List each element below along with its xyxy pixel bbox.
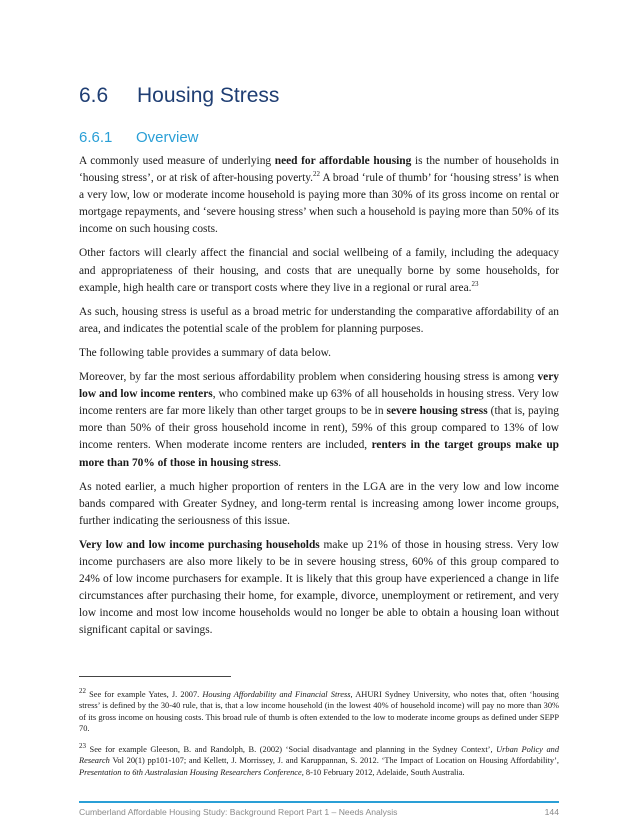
footer-rule [79, 801, 559, 803]
bold-phrase: Very low and low income purchasing households [79, 538, 320, 551]
footnote-22: $^{22}$ See for example Yates, J. 2007. Housing Affordability and Financial Stress, AHURI Sydney University, who notes that, often ‘housing stress’ is defined by the 30-40 rule, that is, that a low income household (in the lowest 40% of household income) will pay no more than 30% of its gross income on housing costs. This broad rule of thumb is often extended to the low to moderate income groups as defined under SEPP 70. [79, 687, 559, 734]
footnote-ref-23[interactable]: 23 [471, 279, 479, 288]
paragraph-7: Very low and low income purchasing households make up 21% of those in housing stress. Very low income purchasers are also more likely to be in severe housing stress, 60% of this group compared to 24% of low income purchasers for example. It is likely that this group have experienced a change in life circumstances after purchasing their home, for example, divorce, unemployment or retirement, and very low income and most low income households would no longer be able to obtain a housing loan without significant capital or savings. [79, 538, 559, 637]
paragraph-1: A commonly used measure of underlying need for affordable housing is the number of households in ‘housing stress’, or at risk of after-housing poverty.$^{22}$ A broad ‘rule of thumb’ for ‘housing stress’ is when a very low, low or moderate income household is paying more than 30% of its gross income on rental or mortgage repayments, and ‘severe housing stress’ when such a household is paying more than 50% of its income on such housing costs. [79, 155, 559, 236]
subsection-heading [79, 129, 199, 146]
bold-phrase: severe housing stress [386, 405, 488, 418]
paragraph-2: Other factors will clearly affect the financial and social wellbeing of a family, including the adequacy and appropriateness of their housing, and costs that are unequally borne by some households, for example, high health care or transport costs where they live in a regional or rural area.$^{23}$ [79, 247, 559, 294]
italic-title: Urban Policy and Research [79, 745, 560, 766]
footnote-ref-22[interactable]: 22 [313, 170, 321, 179]
paragraph-4: The following table provides a summary of data below. [79, 346, 332, 359]
subsection-number: 6.6.1 [79, 129, 113, 146]
paragraph-5: Moreover, by far the most serious affordability problem when considering housing stress is among very low and low income renters, who combined make up 63% of all households in housing stress. Very low income renters are far more likely than other target groups to be in severe housing stress (that is, paying more than 50% of their gross household income in rent), 59% of this group compared to 13% of low income renters. When moderate income renters are included, renters in the target groups make up more than 70% of those in housing stress. [79, 371, 559, 469]
italic-title: Housing Affordability and Financial Stress [202, 690, 351, 699]
section-number: 6.6 [79, 84, 109, 107]
paragraph-6: As noted earlier, a much higher proportion of renters in the LGA are in the very low and low income bands compared with Greater Sydney, and long-term rental is increasing among lower income groups, further indicating the seriousness of this issue. [79, 480, 559, 527]
footnote-number: 22 [79, 687, 86, 696]
bold-phrase: need for affordable housing [274, 155, 412, 167]
section-title: Housing Stress [137, 84, 280, 107]
paragraph-3: As such, housing stress is useful as a broad metric for understanding the comparative affordability of an area, and indicates the potential scale of the problem for planning purposes. [79, 305, 559, 335]
body-text [79, 153, 559, 646]
footer-title: Cumberland Affordable Housing Study: Background Report Part 1 – Needs Analysis [79, 807, 398, 817]
page-footer [79, 807, 559, 817]
section-heading [79, 84, 279, 108]
subsection-title: Overview [136, 129, 199, 146]
footnote-23: $^{23}$ See for example Gleeson, B. and Randolph, B. (2002) ‘Social disadvantage and planning in the Sydney Context’, Urban Policy and Research Vol 20(1) pp101-107; and Kellett, J. Morrissey, J. and Karuppannan, S. 2012. ‘The Impact of Location on Housing Affordability’, Presentation to 6th Australasian Housing Researchers Conference, 8-10 February 2012, Adelaide, South Australia. [79, 742, 560, 777]
footnote-separator [79, 676, 231, 677]
bold-phrase: renters in the target groups make up more than 70% of those in housing stress [79, 439, 559, 469]
footnote-number: 23 [79, 742, 86, 751]
page-number: 144 [544, 807, 559, 817]
bold-phrase: very low and low income renters [79, 371, 559, 401]
italic-title: Presentation to 6th Australasian Housing Researchers Conference, [79, 767, 304, 777]
